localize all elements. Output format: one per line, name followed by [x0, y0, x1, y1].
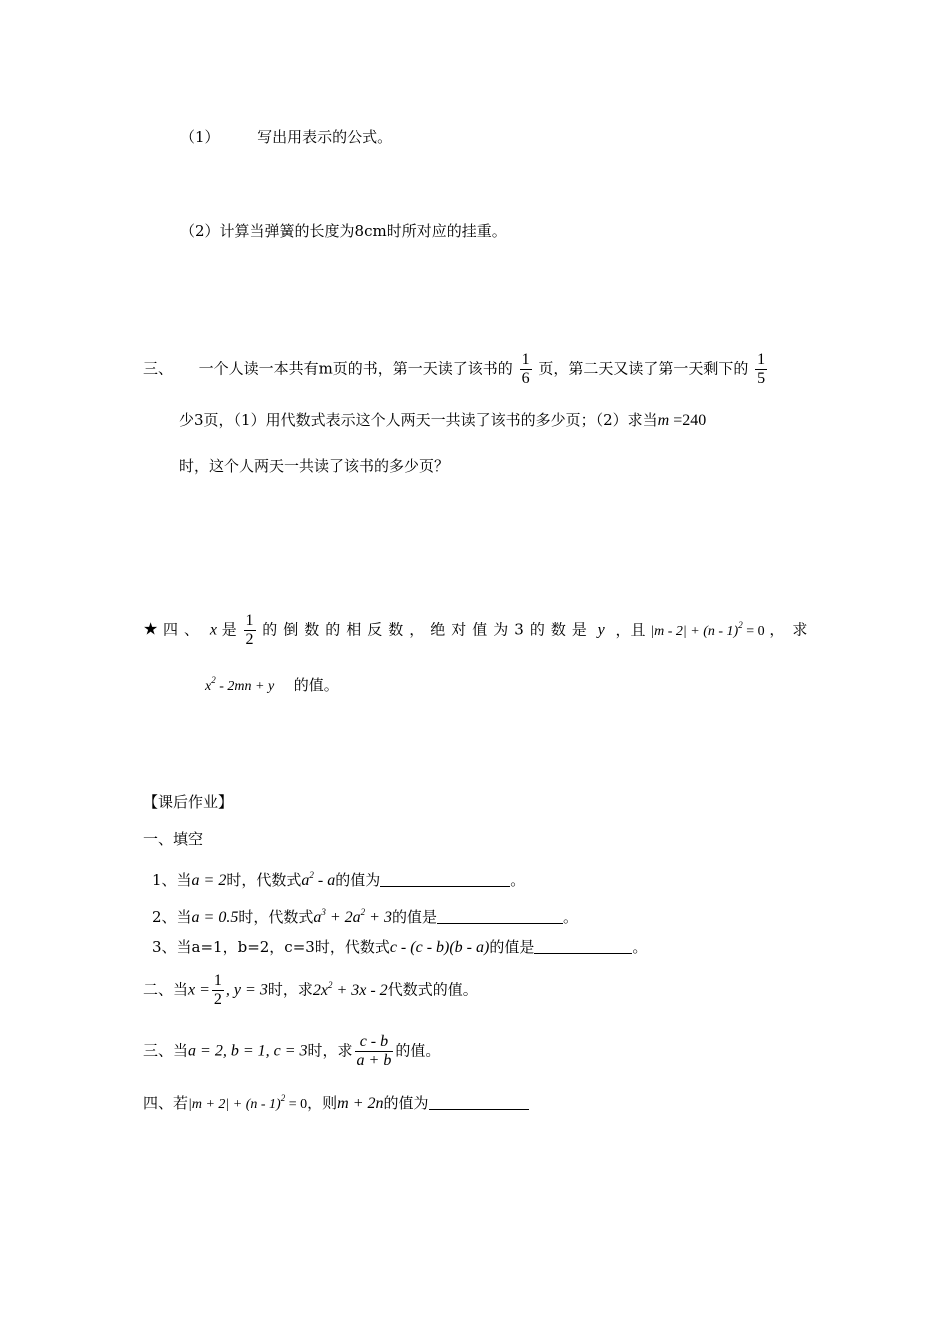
homework-item-1-math: a = 2: [191, 872, 227, 889]
homework-item-2-answer-blank[interactable]: [437, 909, 563, 924]
q4-abs-expr: [650, 619, 765, 639]
homework-item-1-expr-base: a: [301, 872, 310, 889]
homework-item-1-end: 。: [510, 871, 526, 889]
homework-item-1-answer-blank[interactable]: [380, 872, 510, 887]
q4-expr2-x: x: [205, 679, 212, 694]
q4-label: 四、: [163, 620, 206, 639]
homework-item-2-math: a = 0.5: [191, 909, 239, 926]
q4-fraction: [244, 612, 256, 649]
q4-fraction-den: 2: [245, 631, 254, 648]
q4-fraction-num: 1: [245, 612, 254, 629]
homework-item-3-expr: c - (c - b)(b - a): [389, 939, 490, 956]
homework-section-4: [143, 1088, 529, 1115]
homework-section-3-fraction-num: c - b: [355, 1033, 394, 1052]
star-icon: ★: [143, 619, 159, 640]
q4-var-x: x: [209, 621, 217, 639]
q3-line1-text-a: 一个人读一本共有m页的书，第一天读了该书的: [198, 359, 513, 378]
q3-line2: [179, 410, 706, 431]
q3-fraction-2-num: 1: [757, 351, 766, 368]
homework-item-2-expr-exp2: 2: [360, 907, 366, 917]
q4-var-y: y: [597, 621, 605, 639]
q3-line3: [179, 456, 449, 476]
homework-item-2-text-c: 的值是: [391, 908, 437, 926]
q3-fraction-1: [520, 351, 532, 388]
homework-item-3-answer-blank[interactable]: [534, 939, 632, 954]
homework-item-2-text-a: 2、当: [152, 908, 192, 926]
homework-title: 【课后作业】: [143, 793, 234, 811]
q3-line2-math-rest: =240: [669, 412, 707, 429]
homework-section-2-expr-rest: + 3x - 2: [332, 981, 388, 999]
homework-item-1-text-c: 的值为: [335, 871, 381, 889]
homework-section-2-y: , y = 3: [225, 981, 268, 999]
homework-section-4-expr: m + 2n: [337, 1095, 384, 1112]
homework-section-4-answer-blank[interactable]: [429, 1095, 529, 1110]
homework-section-4-text-a: 四、若: [143, 1094, 189, 1112]
q3-fraction-1-num: 1: [521, 351, 530, 368]
homework-section-3-fraction: [355, 1033, 394, 1070]
homework-item-3: [152, 937, 647, 958]
homework-section-4-abs-tail: = 0: [285, 1097, 308, 1112]
homework-item-1-text-b: 时，代数式: [226, 871, 302, 889]
q3-fraction-2: [755, 351, 767, 388]
homework-item-1-expr-rest: - a: [313, 872, 336, 889]
homework-section-2-x: x =: [188, 981, 210, 999]
homework-section-2-fraction-den: 2: [213, 991, 222, 1008]
homework-section-4-abs-text: |m + 2| + (n - 1): [188, 1097, 281, 1112]
homework-section-1-title: 一、填空: [143, 830, 204, 848]
q4-line2: [205, 670, 339, 697]
q2-part1-number: （1）: [180, 128, 220, 146]
homework-item-1-text-a: 1、当: [152, 871, 192, 889]
homework-item-2-expr: [313, 909, 392, 926]
homework-section-2: [143, 972, 478, 1009]
homework-item-1-expr-exp: 2: [309, 870, 314, 880]
homework-item-3-end: 。: [632, 938, 648, 956]
q4-abs-tail: = 0: [742, 623, 765, 639]
q4-text-b: 的倒数的相反数，绝对值为3的数是: [262, 620, 593, 639]
q4-line1: [143, 612, 815, 649]
homework-item-2-expr-rest: + 3: [365, 909, 392, 926]
homework-section-2-expr-exp: 2: [327, 979, 333, 990]
q4-expr2: [205, 675, 275, 694]
homework-section-3-text-c: 的值。: [395, 1041, 441, 1060]
homework-section-3-text-a: 三、当: [143, 1041, 189, 1060]
q4-text-d: ，求: [769, 620, 816, 639]
q4-abs-exp: 2: [738, 619, 743, 630]
homework-section-4-abs-exp: 2: [280, 1093, 286, 1103]
homework-section-2-expr: [312, 979, 388, 999]
q3-label: 三、: [143, 359, 174, 378]
homework-item-2-end: 。: [562, 908, 578, 926]
homework-item-2-expr-exp1: 3: [321, 907, 326, 917]
q2-part2: [180, 221, 507, 241]
q3-line2-math-var: m: [657, 412, 670, 429]
homework-section-2-fraction: [212, 972, 224, 1009]
q3-line1-text-b: 页，第二天又读了第一天剩下的: [538, 359, 749, 378]
q4-expr2-rest: - 2mn + y: [215, 679, 275, 694]
q3-fraction-1-den: 6: [521, 370, 530, 387]
q3-line3-text: 时，这个人两天一共读了该书的多少页？: [179, 457, 450, 475]
q3-line2-text: 少3页，（1）用代数式表示这个人两天一共读了该书的多少页；（2）求当: [179, 411, 658, 429]
homework-section-4-text-b: ，则: [307, 1094, 338, 1112]
q4-abs-expr-text: |m - 2| + (n - 1): [650, 623, 739, 639]
homework-section-3-math: a = 2, b = 1, c = 3: [188, 1042, 308, 1060]
homework-item-2-expr-base: a: [313, 909, 322, 926]
homework-item-2: [152, 902, 578, 928]
q4-expr2-exp: 2: [211, 675, 216, 685]
homework-section-2-text-b: 时，求: [267, 980, 313, 999]
homework-section-4-abs: [188, 1093, 308, 1112]
homework-section-3-text-b: 时，求: [307, 1041, 353, 1060]
homework-section-3-fraction-den: a + b: [356, 1052, 392, 1069]
homework-section-4-text-c: 的值为: [383, 1094, 429, 1112]
q4-text-a: 是: [221, 620, 237, 639]
homework-item-3-text-c: 的值是: [489, 938, 535, 956]
q3-fraction-2-den: 5: [757, 370, 766, 387]
homework-section-2-text-c: 代数式的值。: [387, 980, 478, 999]
homework-item-2-expr-mid: + 2a: [325, 909, 361, 926]
homework-item-2-text-b: 时，代数式: [238, 908, 314, 926]
homework-section-2-fraction-num: 1: [213, 972, 222, 989]
q2-part1-text: 写出用表示的公式。: [257, 128, 393, 146]
homework-item-3-text-a: 3、当a=1，b=2，c=3时，代数式: [152, 938, 390, 956]
homework-section-2-expr-base: 2x: [312, 981, 328, 999]
homework-section-2-text-a: 二、当: [143, 980, 189, 999]
homework-section-3: [143, 1033, 440, 1070]
q2-part2-text: （2）计算当弹簧的长度为8cm时所对应的挂重。: [180, 222, 507, 240]
homework-item-1-expr: [301, 872, 335, 889]
q2-part1: [180, 127, 392, 147]
homework-item-1: [152, 865, 525, 891]
q4-text-e: 的值。: [293, 676, 339, 694]
q4-text-c: ，且: [615, 620, 646, 639]
q3-line1: [143, 351, 769, 388]
